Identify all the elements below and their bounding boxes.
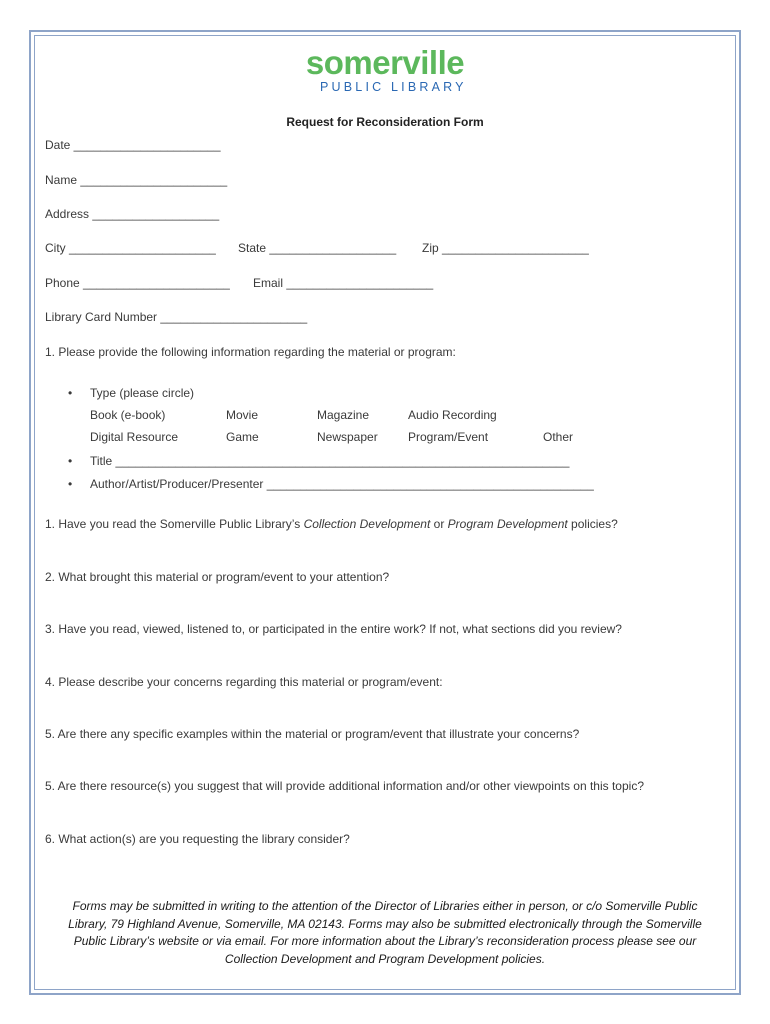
type-option[interactable]: Digital Resource — [90, 430, 179, 444]
question-attention: 2. What brought this material or program/event to your attention? — [45, 570, 390, 584]
date-field[interactable]: Date ______________________ — [45, 138, 221, 152]
question-examples: 5. Are there any specific examples within the material or program/event that illustrate your concerns? — [45, 727, 580, 741]
material-info-question: 1. Please provide the following information regarding the material or program: — [45, 345, 456, 359]
author-field[interactable]: Author/Artist/Producer/Presenter _________________________________________________ — [90, 477, 594, 491]
footer-line: Public Library’s website or via email. For more information about the Library’s reconsideration process please see our — [73, 934, 697, 948]
type-option[interactable]: Newspaper — [317, 430, 378, 444]
bullet-icon: • — [68, 454, 73, 468]
library-logo — [285, 45, 485, 97]
submission-instructions — [45, 898, 725, 968]
question-actions: 6. What action(s) are you requesting the library consider? — [45, 832, 350, 846]
footer-line: Library, 79 Highland Avenue, Somerville, MA 02143. Forms may also be submitted electronically through the Somerville — [68, 916, 702, 931]
footer-line: Collection Development and Program Development policies. — [224, 951, 546, 966]
name-field[interactable]: Name ______________________ — [45, 173, 228, 187]
footer-line: Forms may be submitted in writing to the attention of the Director of Libraries either in person, or c/o Somerville Public — [72, 899, 698, 913]
bullet-icon: • — [68, 477, 73, 491]
logo-subtitle: PUBLIC LIBRARY — [320, 80, 467, 94]
question-concerns: 4. Please describe your concerns regarding this material or program/event: — [45, 675, 443, 689]
question-policies: 1. Have you read the Somerville Public Library’s Collection Development or Program Development policies? — [45, 517, 618, 531]
bullet-icon: • — [68, 386, 73, 400]
type-option[interactable]: Program/Event — [408, 430, 489, 444]
phone-field[interactable]: Phone ______________________ — [45, 276, 230, 290]
form-title: Request for Reconsideration Form — [286, 115, 484, 129]
type-label: Type (please circle) — [90, 386, 195, 400]
type-option[interactable]: Magazine — [317, 408, 370, 422]
type-option[interactable]: Audio Recording — [408, 408, 497, 422]
type-option[interactable]: Book (e-book) — [90, 408, 166, 422]
state-field[interactable]: State ___________________ — [238, 241, 397, 255]
city-field[interactable]: City ______________________ — [45, 241, 216, 255]
question-entire-work: 3. Have you read, viewed, listened to, or participated in the entire work? If not, what sections did you review? — [45, 622, 622, 636]
logo-wordmark: somerville — [305, 44, 465, 81]
type-option[interactable]: Other — [543, 430, 574, 444]
title-field[interactable]: Title ____________________________________________________________________ — [90, 454, 570, 468]
type-option[interactable]: Movie — [226, 408, 259, 422]
type-option[interactable]: Game — [226, 430, 259, 444]
zip-field[interactable]: Zip ______________________ — [422, 241, 589, 255]
email-field[interactable]: Email ______________________ — [253, 276, 434, 290]
address-field[interactable]: Address ___________________ — [45, 207, 220, 221]
question-resources: 5. Are there resource(s) you suggest that will provide additional information and/or other viewpoints on this topic? — [45, 779, 644, 793]
library-card-field[interactable]: Library Card Number ______________________ — [45, 310, 308, 324]
